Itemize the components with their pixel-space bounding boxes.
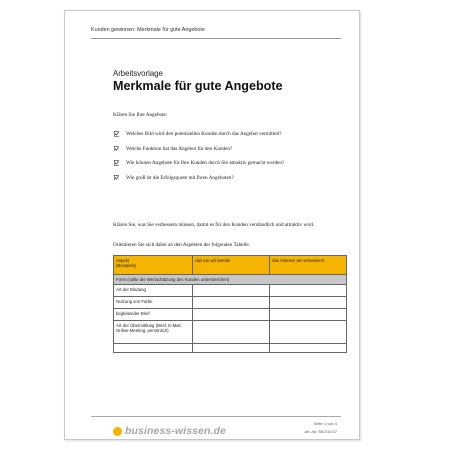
table-cell-improve[interactable] <box>270 297 347 309</box>
document-page <box>64 10 360 440</box>
article-number: Art.-Nr. SB.010.07 <box>304 429 337 434</box>
orientation-text: Orientieren Sie sich dabei an den Aspekten der folgenden Tabelle. <box>113 242 250 248</box>
table-cell-improve[interactable] <box>270 285 347 297</box>
logo-dot-icon <box>113 427 122 436</box>
table-header-done: das tun wir bereits <box>193 256 270 275</box>
footer-divider <box>91 416 341 417</box>
table-section-row <box>114 275 347 285</box>
table-cell-aspect: Art der Bindung <box>114 285 193 297</box>
checklist-item <box>113 130 313 138</box>
checkbox-checked-icon <box>113 131 120 138</box>
checklist-item-text: Wie groß ist die Erfolgsquote mit Ihren Angeboten? <box>126 174 234 181</box>
business-wissen-logo <box>113 425 226 437</box>
logo-text: business-wissen.de <box>125 425 227 437</box>
checklist-item <box>113 159 313 167</box>
checklist-item <box>113 174 313 182</box>
table-cell-improve[interactable] <box>270 344 347 353</box>
table-cell-done[interactable] <box>193 297 270 309</box>
checkbox-checked-icon <box>113 145 120 152</box>
table-header-row <box>114 256 347 275</box>
table-section-label: Form (sollte die Wertschätzung des Kunden unterstreichen) <box>114 275 347 285</box>
table-cell-aspect[interactable] <box>114 344 193 353</box>
table-cell-aspect: Art der Übermittlung (Brief, E-Mail, Online-Meeting, persönlich) <box>114 321 193 344</box>
running-header: Kunden gewinnen: Merkmale für gute Angebote <box>91 27 205 33</box>
table-row <box>114 285 347 297</box>
table-row <box>114 321 347 344</box>
table-cell-done[interactable] <box>193 321 270 344</box>
table-cell-done[interactable] <box>193 344 270 353</box>
aspects-table <box>113 255 347 353</box>
table-cell-aspect: Nutzung von Farbe <box>114 297 193 309</box>
table-header-aspect: Aspekt (Beispiele) <box>114 256 193 275</box>
checklist-item-text: Wie können Angebote für Ihre Kunden durch Sie attraktiv gemacht werden? <box>126 160 285 166</box>
table-cell-done[interactable] <box>193 285 270 297</box>
table-row <box>114 344 347 353</box>
page-number: Seite 1 von 4 <box>313 421 337 426</box>
table-cell-improve[interactable] <box>270 321 347 344</box>
document-title: Merkmale für gute Angebote <box>113 79 283 93</box>
table-header-improve: das müssen wir verbessern <box>270 256 347 275</box>
checklist-item-text: Welches Bild wird den potenziellen Kunden durch das Angebot vermittelt? <box>126 131 282 137</box>
table-row <box>114 297 347 309</box>
intro-text: Klären Sie Ihre Angebote: <box>113 112 168 118</box>
table-cell-done[interactable] <box>193 309 270 321</box>
checklist-item <box>113 145 313 153</box>
header-divider <box>91 38 341 39</box>
checkbox-checked-icon <box>113 160 120 167</box>
document-label: Arbeitsvorlage <box>113 69 163 78</box>
checkbox-checked-icon <box>113 174 120 181</box>
checklist <box>113 130 313 188</box>
table-row <box>114 309 347 321</box>
table-cell-improve[interactable] <box>270 309 347 321</box>
instruction-text: Klären Sie, was Sie verbessern müssen, damit es für den Kunden verständlich und attraktiv wird. <box>113 222 315 228</box>
checklist-item-text: Welche Funktion hat das Angebot für den Kunden? <box>126 145 233 152</box>
table-cell-aspect: begleitender Brief <box>114 309 193 321</box>
